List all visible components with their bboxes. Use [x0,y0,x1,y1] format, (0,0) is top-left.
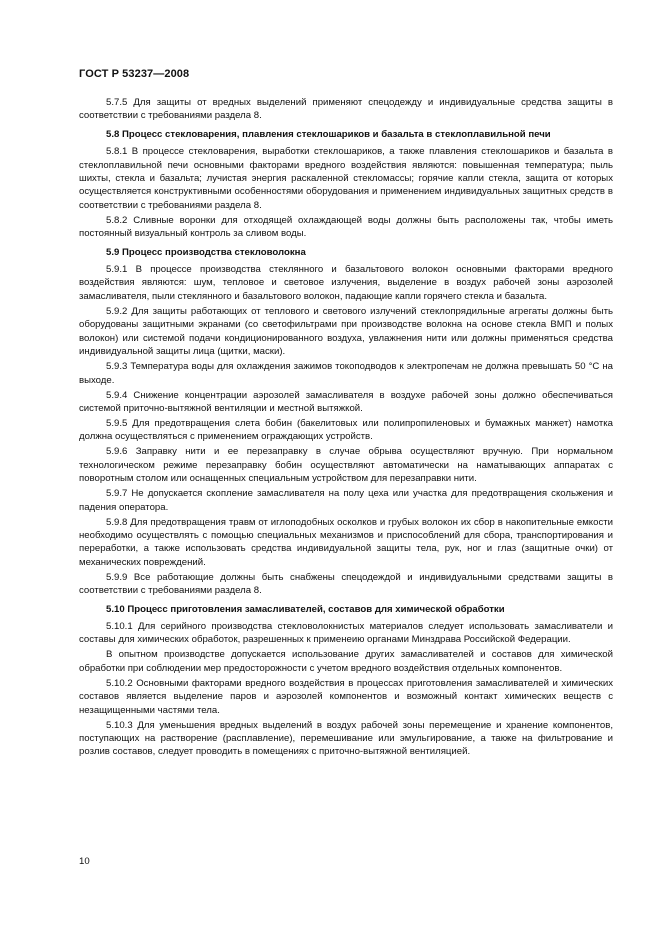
paragraph-5-9-2: 5.9.2 Для защиты работающих от теплового и светового излучений стеклопрядильные агрегаты должны быть оборудованы защитными экранами (со светофильтрами при производстве волокна на основе стекла ВМП и полых волокон) или системой подачи кондиционированного воздуха, увлажнения нити или должны применяться средства индивидуальной защиты лица (щитки, маски). [79,305,613,358]
paragraph-5-8-1: 5.8.1 В процессе стекловарения, выработки стеклошариков, а также плавления стеклошариков и базальта в стеклоплавильной печи основными факторами вредного воздействия являются: повышенная температура; пыль шихты, стекла и базальта; лучистая энергия раскаленной стекломассы; горячие капли стекла, защита от которых осуществляется конструктивными особенностями оборудования и применением индивидуальных защитных средств в соответствии с требованиями раздела 8. [79,146,613,211]
paragraph-5-8-2: 5.8.2 Сливные воронки для отходящей охлаждающей воды должны быть расположены так, чтобы иметь постоянный визуальный контроль за сливом воды. [79,214,613,240]
paragraph-5-9-5: 5.9.5 Для предотвращения слета бобин (бакелитовых или полипропиленовых и бумажных манжет) намотка должна осуществляться с применением ограждающих устройств. [79,417,613,443]
paragraph-5-9-4: 5.9.4 Снижение концентрации аэрозолей замасливателя в воздухе рабочей зоны должно обеспечиваться системой приточно-вытяжной вентиляции и местной вытяжкой. [79,389,613,414]
section-heading-5-9: 5.9 Процесс производства стекловолокна [106,246,306,258]
paragraph-5-9-7: 5.9.7 Не допускается скопление замасливателя на полу цеха или участка для предотвращения скольжения и падения оператора. [79,488,613,513]
paragraph-5-9-8: 5.9.8 Для предотвращения травм от иглоподобных осколков и грубых волокон их сбор в накопительные емкости необходимо осуществлять с помощью специальных механизмов и приспособлений для сбора, транспортирования и переработки, а также использовать средства индивидуальной защиты тела, рук, ног и глаз (защитные очки) от механических повреждений. [79,516,613,568]
section-heading-5-10: 5.10 Процесс приготовления замасливателей, составов для химической обработки [106,603,505,615]
paragraph-5-9-9: 5.9.9 Все работающие должны быть снабжены спецодеждой и индивидуальными средствами защиты в соответствии с требованиями раздела 8. [79,571,613,597]
paragraph-5-9-6: 5.9.6 Заправку нити и ее перезаправку в случае обрыва осуществляют вручную. При нормальном технологическом режиме перезаправку бобин осуществляют автоматически на наматывающих аппаратах с поворотным столом или оснащенных специальным устройством для перезаправки нити. [79,446,613,485]
paragraph-5-10-2: 5.10.2 Основными факторами вредного воздействия в процессах приготовления замасливателей и химических составов является выделение паров и аэрозолей компонентов и возможный контакт химических веществ с незащищенными частями тела. [79,677,613,716]
paragraph-5-7-5: 5.7.5 Для защиты от вредных выделений применяют спецодежду и индивидуальные средства защиты в соответствии с требованиями раздела 8. [79,97,613,122]
paragraph-5-10-1-cont: В опытном производстве допускается использование других замасливателей и составов для химической обработки при соблюдении мер предосторожности с учетом вредного воздействия отдельных компонентов. [79,649,613,674]
document-header: ГОСТ Р 53237—2008 [79,68,190,80]
paragraph-5-9-3: 5.9.3 Температура воды для охлаждения зажимов токоподводов к электропечам не должна превышать 50 °С на выходе. [79,361,613,386]
paragraph-5-10-1: 5.10.1 Для серийного производства стекловолокнистых материалов следует использовать замасливатели и составы для химических обработок, разрешенных к применеию органами Минздрава Российской Федерации. [79,620,613,646]
document-body [79,96,613,760]
page-number: 10 [79,856,90,867]
paragraph-5-9-1: 5.9.1 В процессе производства стеклянного и базальтового волокон основными факторами вредного воздействия являются: шум, тепловое и световое излучения, выделение в воздух рабочей зоны аэрозолей замасливателя, пыли стеклянного и базальтового волокон, падающие капли горячего стекла и базальта. [79,264,613,302]
paragraph-5-10-3: 5.10.3 Для уменьшения вредных выделений в воздух рабочей зоны перемещение и хранение компонентов, поступающих на растворение (расплавление), перемешивание или эмульгирование, а также на фильтрование и розлив составов, следует проводить в помещениях с приточно-вытяжной вентиляцией. [79,719,613,758]
section-heading-5-8: 5.8 Процесс стекловарения, плавления стеклошариков и базальта в стеклоплавильной печи [106,128,551,140]
